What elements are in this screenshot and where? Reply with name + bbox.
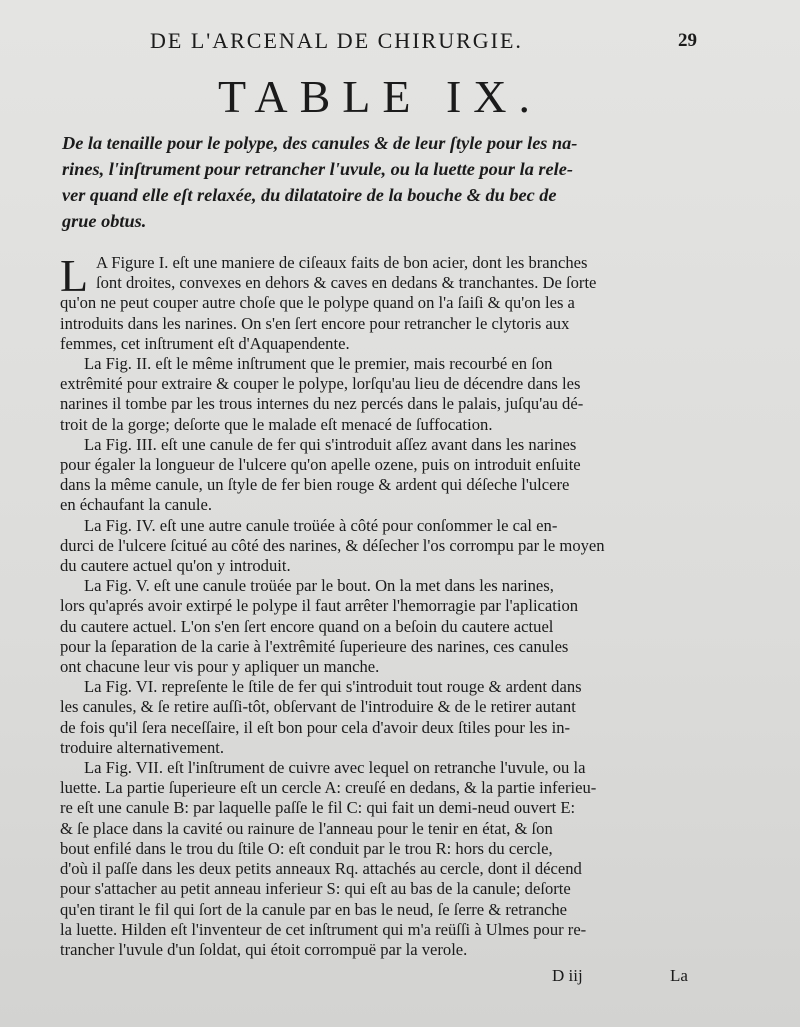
text-line: du cautere actuel qu'on y introduit. <box>60 556 291 576</box>
running-head <box>0 28 800 60</box>
text-line: durci de l'ulcere ſcitué au côté des narines, & déſecher l'os corrompu par le moyen <box>60 535 605 555</box>
text-line: troduire alternativement. <box>60 737 225 757</box>
text-line: d'où il paſſe dans les deux petits anneaux Rq. attachés au cercle, dont il décend <box>60 859 582 879</box>
text-line: du cautere actuel. L'on s'en ſert encore quand on a beſoin du cautere actuel <box>60 616 554 636</box>
running-title: DE L'ARCENAL DE CHIRURGIE. <box>150 28 523 53</box>
plate-subtitle <box>62 130 702 234</box>
text-line: pour la ſeparation de la carie à l'extrêmité ſuperieure des narines, ces canules <box>60 636 569 656</box>
text-line: lors qu'aprés avoir extirpé le polype il faut arrêter l'hemorragie par l'aplication <box>60 596 579 616</box>
subtitle-line: ver quand elle eſt relaxée, du dilatatoire de la bouche & du bec de <box>62 185 557 205</box>
text-line: femmes, cet inſtrument eſt d'Aquapendente. <box>60 333 350 353</box>
subtitle-line: grue obtus. <box>62 211 147 231</box>
subtitle-line: rines, l'inſtrument pour retrancher l'uvule, ou la luette pour la rele- <box>62 159 573 179</box>
text-line: ont chacune leur vis pour y apliquer un manche. <box>60 657 380 677</box>
signature-mark: D iij <box>552 966 583 985</box>
subtitle-line: De la tenaille pour le polype, des canules & de leur ſtyle pour les na- <box>62 133 578 153</box>
drop-cap: L <box>60 250 89 301</box>
text-line: ſont droites, convexes en dehors & caves en dedans & tranchantes. De ſorte <box>96 273 597 293</box>
text-line: qu'en tirant le fil qui ſort de la canule par en bas le neud, ſe ſerre & retranche <box>60 899 568 919</box>
text-line: les canules, & ſe retire auſſi-tôt, obſervant de l'introduire & de le retirer autant <box>60 697 576 717</box>
text-line: bout enfilé dans le trou du ſtile O: eſt conduit par le trou R: hors du cercle, <box>60 838 553 858</box>
text-line: troit de la gorge; deſorte que le malade eſt menacé de ſuffocation. <box>60 414 493 434</box>
paragraph-fig-4 <box>60 516 700 577</box>
text-line: qu'on ne peut couper autre choſe que le polype quand on l'a ſaiſi & qu'on les a <box>60 293 575 313</box>
text-line: re eſt une canule B: par laquelle paſſe le fil C: qui fait un demi-neud ouvert E: <box>60 798 576 818</box>
plate-title: TABLE IX. <box>217 71 543 122</box>
text-line: trancher l'uvule d'un ſoldat, qui étoit corrompuë par la verole. <box>60 939 468 959</box>
paragraph-fig-1 <box>60 250 700 354</box>
text-line: luette. La partie ſuperieure eſt un cercle A: creuſé en dedans, & la partie inferieu- <box>60 778 597 798</box>
text-line: & ſe place dans la cavité ou rainure de l'anneau pour le tenir en état, & ſon <box>60 818 553 838</box>
text-line: pour égaler la longueur de l'ulcere qu'on apelle ozene, puis on introduit enſuite <box>60 455 581 475</box>
text-line: La Fig. V. eſt une canule troüée par le bout. On la met dans les narines, <box>84 576 554 596</box>
paragraph-fig-3 <box>60 435 700 516</box>
text-line: La Fig. IV. eſt une autre canule troüée à côté pour conſommer le cal en- <box>84 515 558 535</box>
paragraph-fig-6 <box>60 677 700 758</box>
text-line: La Fig. VI. repreſente le ſtile de fer qui s'introduit tout rouge & ardent dans <box>84 677 582 697</box>
text-line: en échaufant la canule. <box>60 495 213 515</box>
text-line: de fois qu'il ſera neceſſaire, il eſt bon pour cela d'avoir deux ſtiles pour les in- <box>60 717 571 737</box>
text-line: pour s'attacher au petit anneau inferieur S: qui eſt au bas de la canule; deſorte <box>60 879 571 899</box>
paragraph-fig-5 <box>60 576 700 677</box>
body-text <box>60 250 700 960</box>
paragraph-fig-2 <box>60 354 700 435</box>
catchword: La <box>670 966 688 985</box>
text-line: dans la même canule, un ſtyle de fer bien rouge & ardent qui déſeche l'ulcere <box>60 475 570 495</box>
text-line: la luette. Hilden eſt l'inventeur de cet inſtrument qui m'a reüſſi à Ulmes pour re- <box>60 919 587 939</box>
page-footer <box>0 966 800 990</box>
text-line: extrêmité pour extraire & couper le polype, lorſqu'au lieu de décendre dans les <box>60 374 581 394</box>
text-line: introduits dans les narines. On s'en ſert encore pour retrancher le clytoris aux <box>60 313 570 333</box>
paragraph-fig-7 <box>60 758 700 960</box>
text-line: La Fig. II. eſt le même inſtrument que le premier, mais recourbé en ſon <box>84 354 553 374</box>
text-line: A Figure I. eſt une maniere de ciſeaux faits de bon acier, dont les branches <box>96 253 588 272</box>
text-line: La Fig. III. eſt une canule de fer qui s'introduit aſſez avant dans les narines <box>84 434 577 454</box>
text-line: narines il tombe par les trous internes du nez percés dans le palais, juſqu'au dé- <box>60 394 584 414</box>
page-number: 29 <box>678 30 697 51</box>
text-line: La Fig. VII. eſt l'inſtrument de cuivre avec lequel on retranche l'uvule, ou la <box>84 758 586 778</box>
